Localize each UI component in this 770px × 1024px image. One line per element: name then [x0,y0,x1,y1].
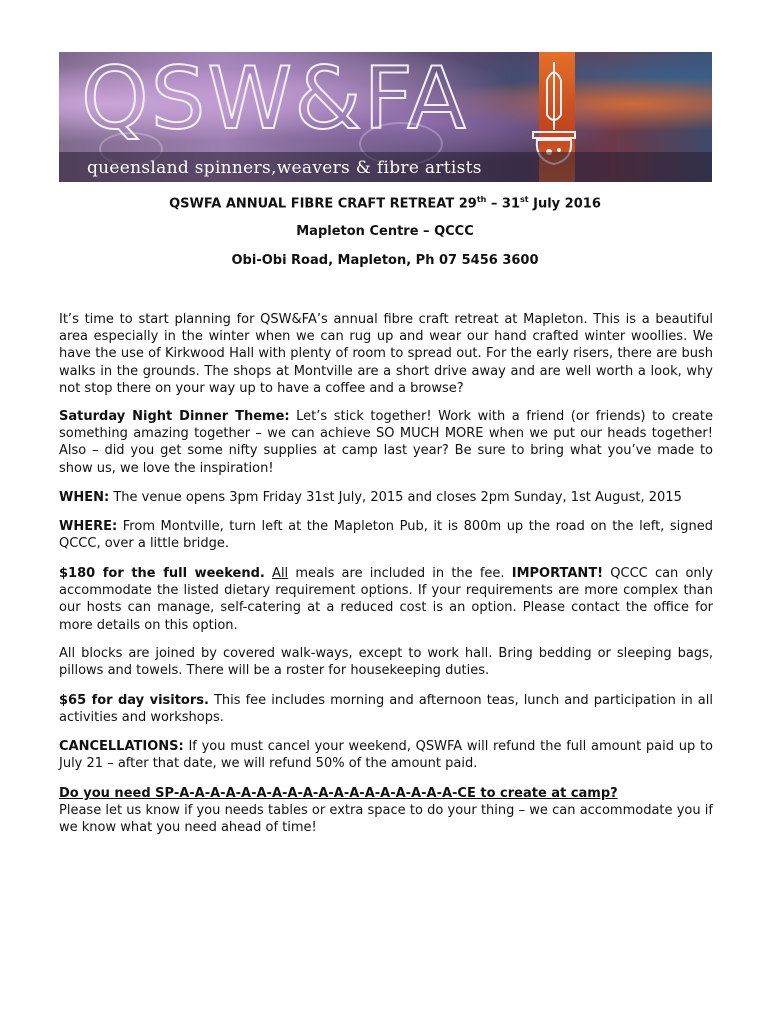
address-heading: Obi-Obi Road, Mapleton, Ph 07 5456 3600 [231,253,539,268]
when-paragraph: WHEN: The venue opens 3pm Friday 31st July, 2015 and closes 2pm Sunday, 1st August, 2015 [59,490,682,505]
intro-paragraph: It’s time to start planning for QSW&FA’s annual fibre craft retreat at Mapleton. This is a beautiful area especially in the winter when we can rug up and wear our hand crafted winter woollies. We have the use of Kirkwood Hall with plenty of room to spread out. For the early risers, there are bush walks in the grounds. The shops at Montville are a short drive away and are well worth a look, why not stop there on your way up to have a coffee and a browse? [59,312,713,396]
blocks-paragraph: All blocks are joined by covered walk-ways, except to work hall. Bring bedding or sleeping bags, pillows and towels. There will be a roster for housekeeping duties. [59,646,713,679]
qswfa-logo: QSW&FA [81,52,468,149]
banner-tagline: queensland spinners,weavers & fibre artists [87,158,482,178]
fee-paragraph: $180 for the full weekend. All meals are included in the fee. IMPORTANT! QCCC can only accommodate the listed dietary requirement options. If your requirements are more complex than our hosts can manage, self-catering at a reduced cost is an option. Please contact the office for more details on this option. [59,566,713,633]
retreat-title: QSWFA ANNUAL FIBRE CRAFT RETREAT 29th – 31st July 2016 [169,195,601,212]
space-heading: Do you need SP-A-A-A-A-A-A-A-A-A-A-A-A-A-A-A-A-A-A-CE to create at camp? [59,786,618,801]
header-banner [59,52,712,182]
cancellations-paragraph: CANCELLATIONS: If you must cancel your weekend, QSWFA will refund the full amount paid up to July 21 – after that date, we will refund 50% of the amount paid. [59,739,713,772]
dinner-theme-paragraph: Saturday Night Dinner Theme: Let’s stick together! Work with a friend (or friends) to create something amazing together – we can achieve SO MUCH MORE when we put our heads together! Also – did you get some nifty supplies at camp last year? Be sure to bring what you’ve made to show us, we love the inspiration! [59,409,713,476]
space-paragraph: Do you need SP-A-A-A-A-A-A-A-A-A-A-A-A-A-A-A-A-A-A-CE to create at camp? Please let us know if you needs tables or extra space to do your thing – we can accommodate you if we know what you need ahead of time! [59,786,713,836]
venue-heading: Mapleton Centre – QCCC [296,224,474,239]
day-visitors-paragraph: $65 for day visitors. This fee includes morning and afternoon teas, lunch and participation in all activities and workshops. [59,693,713,726]
where-paragraph: WHERE: From Montville, turn left at the Mapleton Pub, it is 800m up the road on the left, signed QCCC, over a little bridge. [59,519,713,552]
